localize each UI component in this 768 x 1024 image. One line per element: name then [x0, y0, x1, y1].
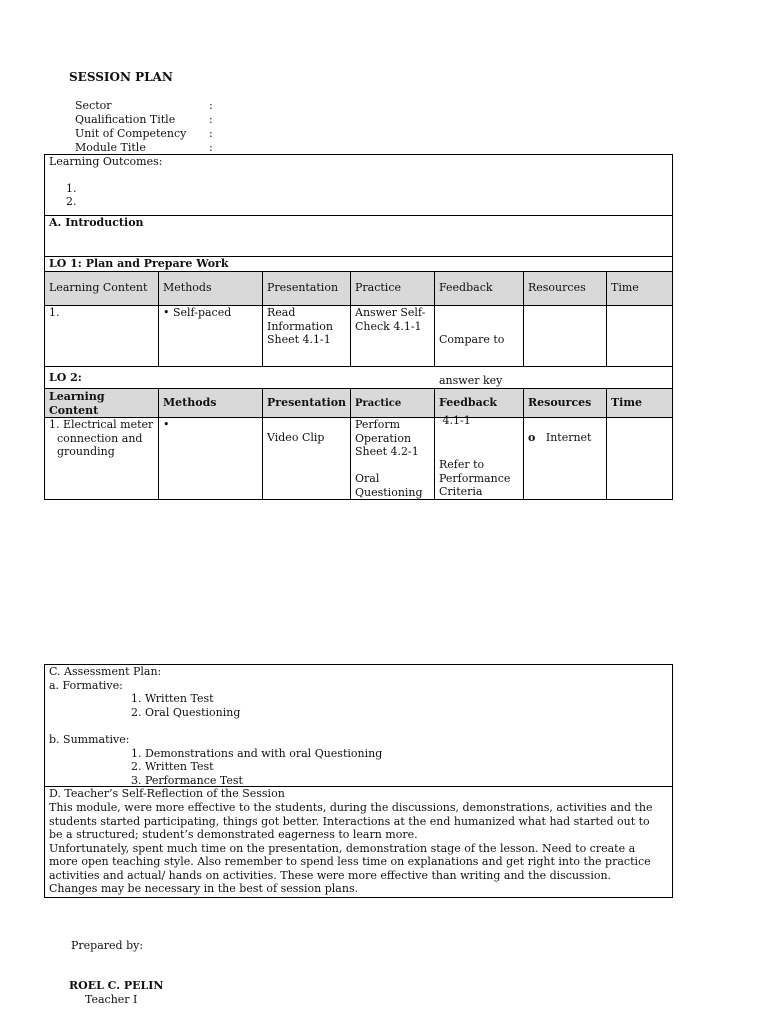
- lo2-presentation: Video Clip: [267, 431, 325, 444]
- lo2-col-learning-content: Learning Content: [49, 390, 105, 417]
- field-label-qualification-title: Qualification Title: [75, 113, 176, 126]
- lo1-feedback: Compare to answer key 4.1-1: [439, 333, 505, 427]
- lo1-col-feedback: Feedback: [439, 281, 493, 294]
- field-colon: :: [209, 141, 213, 154]
- lo2-methods: •: [163, 418, 170, 431]
- lo1-practice: Answer Self- Check 4.1-1: [355, 306, 426, 333]
- assessment-label: C. Assessment Plan:: [49, 665, 162, 678]
- prepared-by-label: Prepared by:: [71, 939, 144, 952]
- lo2-col-time: Time: [611, 396, 643, 409]
- reflection-label: D. Teacher’s Self-Reflection of the Session: [49, 787, 285, 800]
- lo1-label: LO 1: Plan and Prepare Work: [49, 257, 229, 270]
- lo2-feedback: Refer to Performance Criteria: [439, 458, 511, 498]
- lo2-practice: Perform Operation Sheet 4.2-1 Oral Questioning: [355, 418, 423, 499]
- field-colon: :: [209, 127, 213, 140]
- lo1-col-presentation: Presentation: [267, 281, 339, 294]
- lo2-col-feedback: Feedback: [439, 396, 498, 409]
- field-colon: :: [209, 99, 213, 112]
- summative-item: 2. Written Test: [131, 760, 214, 773]
- learning-outcomes-label: Learning Outcomes:: [49, 155, 163, 168]
- field-colon: :: [209, 113, 213, 126]
- lo1-col-resources: Resources: [528, 281, 586, 294]
- signatory-position: Teacher I: [85, 993, 138, 1006]
- summative-item: 1. Demonstrations and with oral Questioning: [131, 747, 383, 760]
- formative-item: 2. Oral Questioning: [131, 706, 241, 719]
- learning-outcome-item: 2.: [66, 195, 77, 208]
- lo1-learning-content: 1.: [49, 306, 60, 319]
- lo2-resources: o Internet: [528, 431, 592, 444]
- lo2-col-resources: Resources: [528, 396, 592, 409]
- signatory-name: ROEL C. PELIN: [69, 979, 164, 992]
- lo1-col-methods: Methods: [163, 281, 212, 294]
- field-label-module-title: Module Title: [75, 141, 146, 154]
- resource-bullet: o: [528, 431, 536, 444]
- lo1-presentation: Read Information Sheet 4.1-1: [267, 306, 334, 346]
- formative-label: a. Formative:: [49, 679, 123, 692]
- summative-item: 3. Performance Test: [131, 774, 243, 787]
- lo1-col-practice: Practice: [355, 281, 401, 294]
- lo2-learning-content: 1. Electrical meter connection and grounding: [49, 418, 154, 458]
- lo2-col-practice: Practice: [355, 398, 402, 409]
- lo2-label: LO 2:: [49, 371, 82, 384]
- lo1-col-time: Time: [611, 281, 639, 294]
- introduction-label: A. Introduction: [49, 216, 144, 229]
- summative-label: b. Summative:: [49, 733, 130, 746]
- formative-item: 1. Written Test: [131, 692, 214, 705]
- field-label-unit-of-competency: Unit of Competency: [75, 127, 187, 140]
- page-title: SESSION PLAN: [69, 70, 173, 84]
- reflection-text: This module, were more effective to the students, during the discussions, demonstrations, activities and the students started participating, things got better. Interactions at the end humanized what had started out to be a structured; student’s demonstrated eagerness to learn more. Unfortunately, spent much time on the presentation, demonstration stage of the lesson. Need to create a more open teaching style. Also remember to spend less time on explanations and get right into the practice activities and actual/ hands on activities. These were more effective than writing and the discussion. Changes may be necessary in the best of session plans.: [49, 801, 653, 895]
- lo2-col-methods: Methods: [163, 396, 217, 409]
- lo2-col-presentation: Presentation: [267, 396, 347, 409]
- learning-outcome-item: 1.: [66, 182, 77, 195]
- lo1-col-learning-content: Learning Content: [49, 281, 148, 294]
- lo1-methods: • Self-paced: [163, 306, 232, 319]
- field-label-sector: Sector: [75, 99, 112, 112]
